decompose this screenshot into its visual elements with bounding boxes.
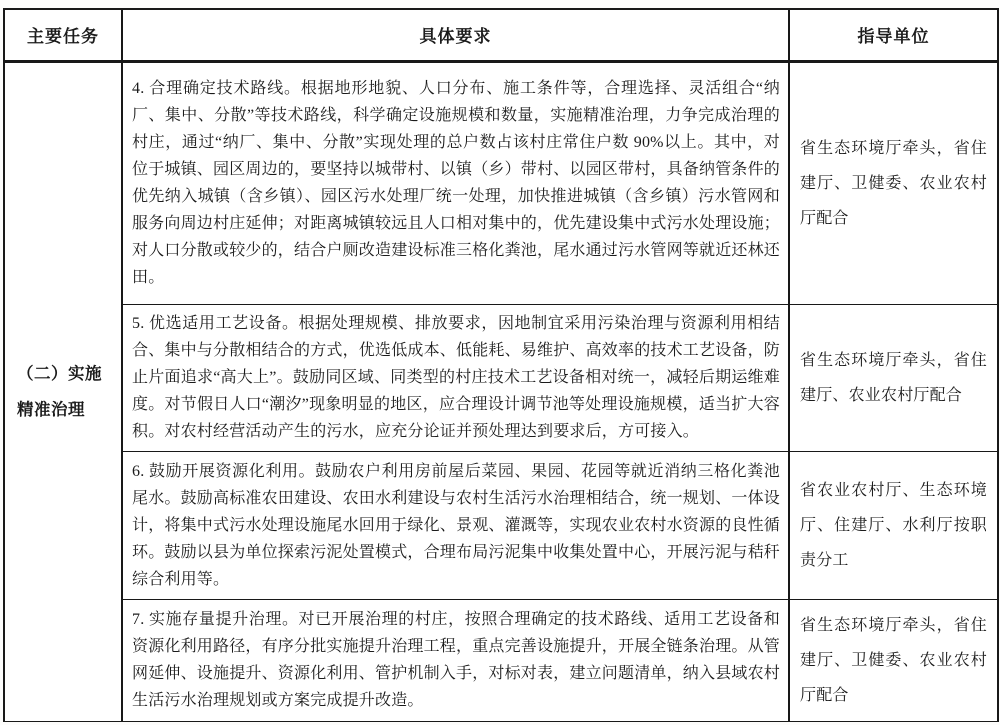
unit-cell-5: 省生态环境厅牵头，省住建厅、农业农村厅配合 (789, 304, 998, 451)
header-guiding-unit: 指导单位 (789, 9, 998, 61)
table-header (4, 9, 998, 61)
unit-cell-4: 省生态环境厅牵头，省住建厅、卫健委、农业农村厅配合 (789, 61, 998, 304)
table-row (4, 599, 998, 721)
task-table (3, 8, 999, 722)
header-main-task: 主要任务 (4, 9, 122, 61)
requirement-cell-7: 7. 实施存量提升治理。对已开展治理的村庄，按照合理确定的技术路线、适用工艺设备和资源化利用路径，有序分批实施提升治理工程，重点完善设施提升，开展全链条治理。从管网延伸、设施提升、资源化利用、管护机制入手，对标对表，建立问题清单，纳入县域农村生活污水治理规划或方案完成提升改造。 (122, 599, 789, 721)
table-row (4, 61, 998, 304)
unit-cell-6: 省农业农村厅、生态环境厅、住建厅、水利厅按职责分工 (789, 451, 998, 599)
requirement-cell-5: 5. 优选适用工艺设备。根据处理规模、排放要求，因地制宜采用污染治理与资源利用相结合、集中与分散相结合的方式，优选低成本、低能耗、易维护、高效率的技术工艺设备，防止片面追求“高大上”。鼓励同区域、同类型的村庄技术工艺设备相对统一，减轻后期运维难度。对节假日人口“潮汐”现象明显的地区，应合理设计调节池等处理设施规模，适当扩大容积。对农村经营活动产生的污水，应充分论证并预处理达到要求后，方可接入。 (122, 304, 789, 451)
requirement-cell-6: 6. 鼓励开展资源化利用。鼓励农户利用房前屋后菜园、果园、花园等就近消纳三格化粪池尾水。鼓励高标准农田建设、农田水利建设与农村生活污水治理相结合，统一规划、一体设计，将集中式污水处理设施尾水回用于绿化、景观、灌溉等，实现农业农村水资源的良性循环。鼓励以县为单位探索污泥处置模式，合理布局污泥集中收集处置中心，开展污泥与秸秆综合利用等。 (122, 451, 789, 599)
header-row (4, 9, 998, 61)
unit-cell-7: 省生态环境厅牵头，省住建厅、卫健委、农业农村厅配合 (789, 599, 998, 721)
requirement-cell-4: 4. 合理确定技术路线。根据地形地貌、人口分布、施工条件等，合理选择、灵活组合“纳厂、集中、分散”等技术路线，科学确定设施规模和数量，实施精准治理，力争完成治理的村庄，通过“纳厂、集中、分散”实现处理的总户数占该村庄常住户数 90%以上。其中，对位于城镇、园区周边的，要坚持以城带村、以镇（乡）带村、以园区带村，具备纳管条件的优先纳入城镇（含乡镇）、园区污水处理厂统一处理，加快推进城镇（含乡镇）污水管网和服务向周边村庄延伸；对距离城镇较远且人口相对集中的，优先建设集中式污水处理设施；对人口分散或较少的，结合户厕改造建设标准三格化粪池，尾水通过污水管网等就近还林还田。 (122, 61, 789, 304)
task-group-cell: （二）实施精准治理 (4, 61, 122, 721)
header-specific-requirement: 具体要求 (122, 9, 789, 61)
table-body (4, 61, 998, 721)
table-row (4, 304, 998, 451)
table-row (4, 451, 998, 599)
